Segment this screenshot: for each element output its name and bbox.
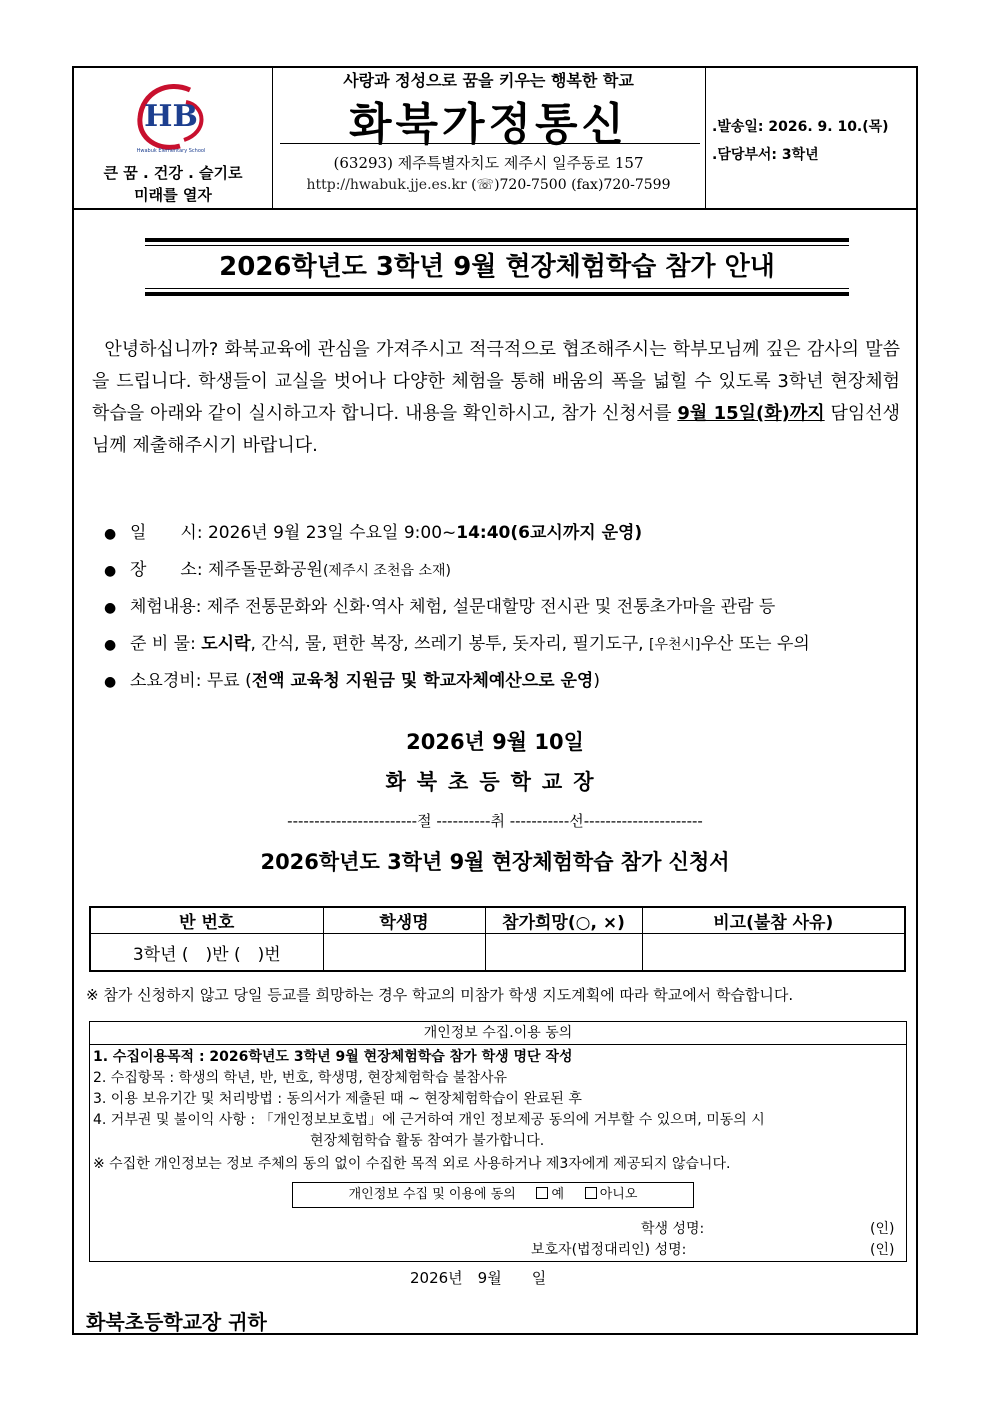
consent-no-checkbox[interactable]	[585, 1187, 597, 1199]
detail-date: ● 일 시: 2026년 9월 23일 수요일 9:00~14:40(6교시까지 운영)	[104, 518, 904, 555]
detail-cost: ● 소요경비: 무료 (전액 교육청 지원금 및 학교자체예산으로 운영)	[104, 666, 904, 703]
header-divider-right	[705, 66, 706, 208]
cell-participation[interactable]	[485, 934, 642, 972]
detail-content: ● 체험내용: 제주 전통문화와 신화·역사 체험, 설문대할망 전시관 및 전통초가마을 관람 등	[104, 592, 904, 629]
cell-student-name[interactable]	[323, 934, 485, 972]
consent-yes-checkbox[interactable]	[536, 1187, 548, 1199]
bullet-icon: ●	[104, 637, 117, 653]
application-note: ※ 참가 신청하지 않고 당일 등교를 희망하는 경우 학교의 미참가 학생 지도계획에 따라 학교에서 학습합니다.	[86, 986, 794, 1004]
website-link[interactable]: http://hwabuk.jje.es.kr	[306, 177, 467, 193]
application-date[interactable]: 2026년 9월 일	[410, 1269, 547, 1287]
bullet-icon: ●	[104, 600, 117, 616]
newsletter-title: 화북가정통신	[348, 99, 629, 150]
school-address: (63293) 제주특별자치도 제주시 일주동로 157	[333, 154, 644, 172]
logo-letters: HB	[144, 99, 198, 134]
consent-items: 2. 수집항목 : 학생의 학년, 반, 번호, 학생명, 현장체험학습 불참사유	[93, 1070, 508, 1086]
student-seal: (인)	[870, 1221, 895, 1237]
cell-remarks[interactable]	[642, 934, 905, 972]
consent-retention: 3. 이용 보유기간 및 처리방법 : 동의서가 제출된 때 ~ 현장체험학습이 완료된 후	[93, 1091, 582, 1107]
consent-no-label: 아니오	[599, 1187, 638, 1202]
privacy-consent-box	[89, 1021, 907, 1262]
consent-title: 개인정보 수집.이용 동의	[90, 1022, 906, 1045]
department: .담당부서: 3학년	[712, 147, 819, 163]
cut-line: ------------------------절 ----------취 -----------선----------------------	[287, 812, 703, 830]
table-row	[90, 934, 905, 972]
table-header-row	[90, 907, 905, 934]
bullet-icon: ●	[104, 563, 117, 579]
detail-supplies: ● 준 비 물: 도시락, 간식, 물, 편한 복장, 쓰레기 봉투, 돗자리, 필기도구, [우천시]우산 또는 우의	[104, 629, 904, 666]
header-divider	[72, 208, 918, 210]
consent-refusal: 4. 거부권 및 불이익 사항 : 「개인정보보호법」에 근거하여 개인 정보제공 동의에 거부할 수 있으며, 미동의 시	[93, 1112, 765, 1128]
consent-purpose: 1. 수집이용목적 : 2026학년도 3학년 9월 현장체험학습 참가 학생 명단 작성	[93, 1049, 573, 1065]
bullet-icon: ●	[104, 674, 117, 690]
guardian-sign-label: 보호자(법정대리인) 성명:	[531, 1242, 687, 1258]
col-participation: 참가희망(○, ×)	[485, 907, 642, 934]
header-motto: 사랑과 정성으로 꿈을 키우는 행복한 학교	[343, 71, 634, 90]
deadline: 9월 15일(화)까지	[677, 403, 825, 424]
event-details	[104, 518, 904, 703]
application-title: 2026학년도 3학년 9월 현장체험학습 참가 신청서	[260, 850, 730, 874]
col-class-number: 반 번호	[90, 907, 323, 934]
logo-caption: Hwabuk Elementary School	[136, 148, 206, 154]
fax-number: (fax)720-7599	[571, 177, 671, 193]
guardian-seal: (인)	[870, 1242, 895, 1258]
detail-place: ● 장 소: 제주돌문화공원(제주시 조천읍 소재)	[104, 555, 904, 592]
sign-date: 2026년 9월 10일	[406, 730, 584, 754]
cell-class-number[interactable]: 3학년 ( )반 ( )번	[90, 934, 323, 972]
notice-title-bar	[145, 238, 849, 296]
col-remarks: 비고(불참 사유)	[642, 907, 905, 934]
consent-agree-label: 개인정보 수집 및 이용에 동의	[348, 1187, 516, 1202]
consent-choice	[292, 1182, 694, 1208]
school-motto: 큰 꿈 . 건강 . 슬기로 미래를 열자	[103, 164, 243, 204]
application-table	[89, 906, 906, 972]
notice-title: 2026학년도 3학년 9월 현장체험학습 참가 안내	[219, 252, 775, 282]
consent-notice: ※ 수집한 개인정보는 정보 주체의 동의 없이 수집한 목적 외로 사용하거나 제3자에게 제공되지 않습니다.	[93, 1156, 731, 1172]
issue-date: .발송일: 2026. 9. 10.(목)	[712, 119, 889, 135]
phone-number: (☏)720-7500	[471, 177, 567, 193]
address-divider	[280, 143, 700, 144]
school-logo	[128, 82, 214, 154]
bullet-icon: ●	[104, 526, 117, 542]
intro-paragraph: 안녕하십니까? 화북교육에 관심을 가져주시고 적극적으로 협조해주시는 학부모님께 깊은 감사의 말씀을 드립니다. 학생들이 교실을 벗어나 다양한 체험을 통해 배움의 폭을 넓힐 수 있도록 3학년 현장체험학습을 아래와 같이 실시하고자 합니다. 내용을 확인하시고, 참가 신청서를 9월 15일(화)까지 담임선생님께 제출해주시기 바랍니다.	[92, 339, 901, 456]
consent-yes-label: 예	[551, 1187, 565, 1202]
col-student-name: 학생명	[323, 907, 485, 934]
student-sign-label: 학생 성명:	[641, 1221, 705, 1237]
school-contact	[272, 177, 705, 193]
recipient: 화북초등학교장 귀하	[86, 1310, 267, 1334]
consent-refusal-cont: 현장체험학습 활동 참여가 불가합니다.	[310, 1133, 545, 1149]
principal-signature: 화북초등학교장	[385, 770, 605, 794]
